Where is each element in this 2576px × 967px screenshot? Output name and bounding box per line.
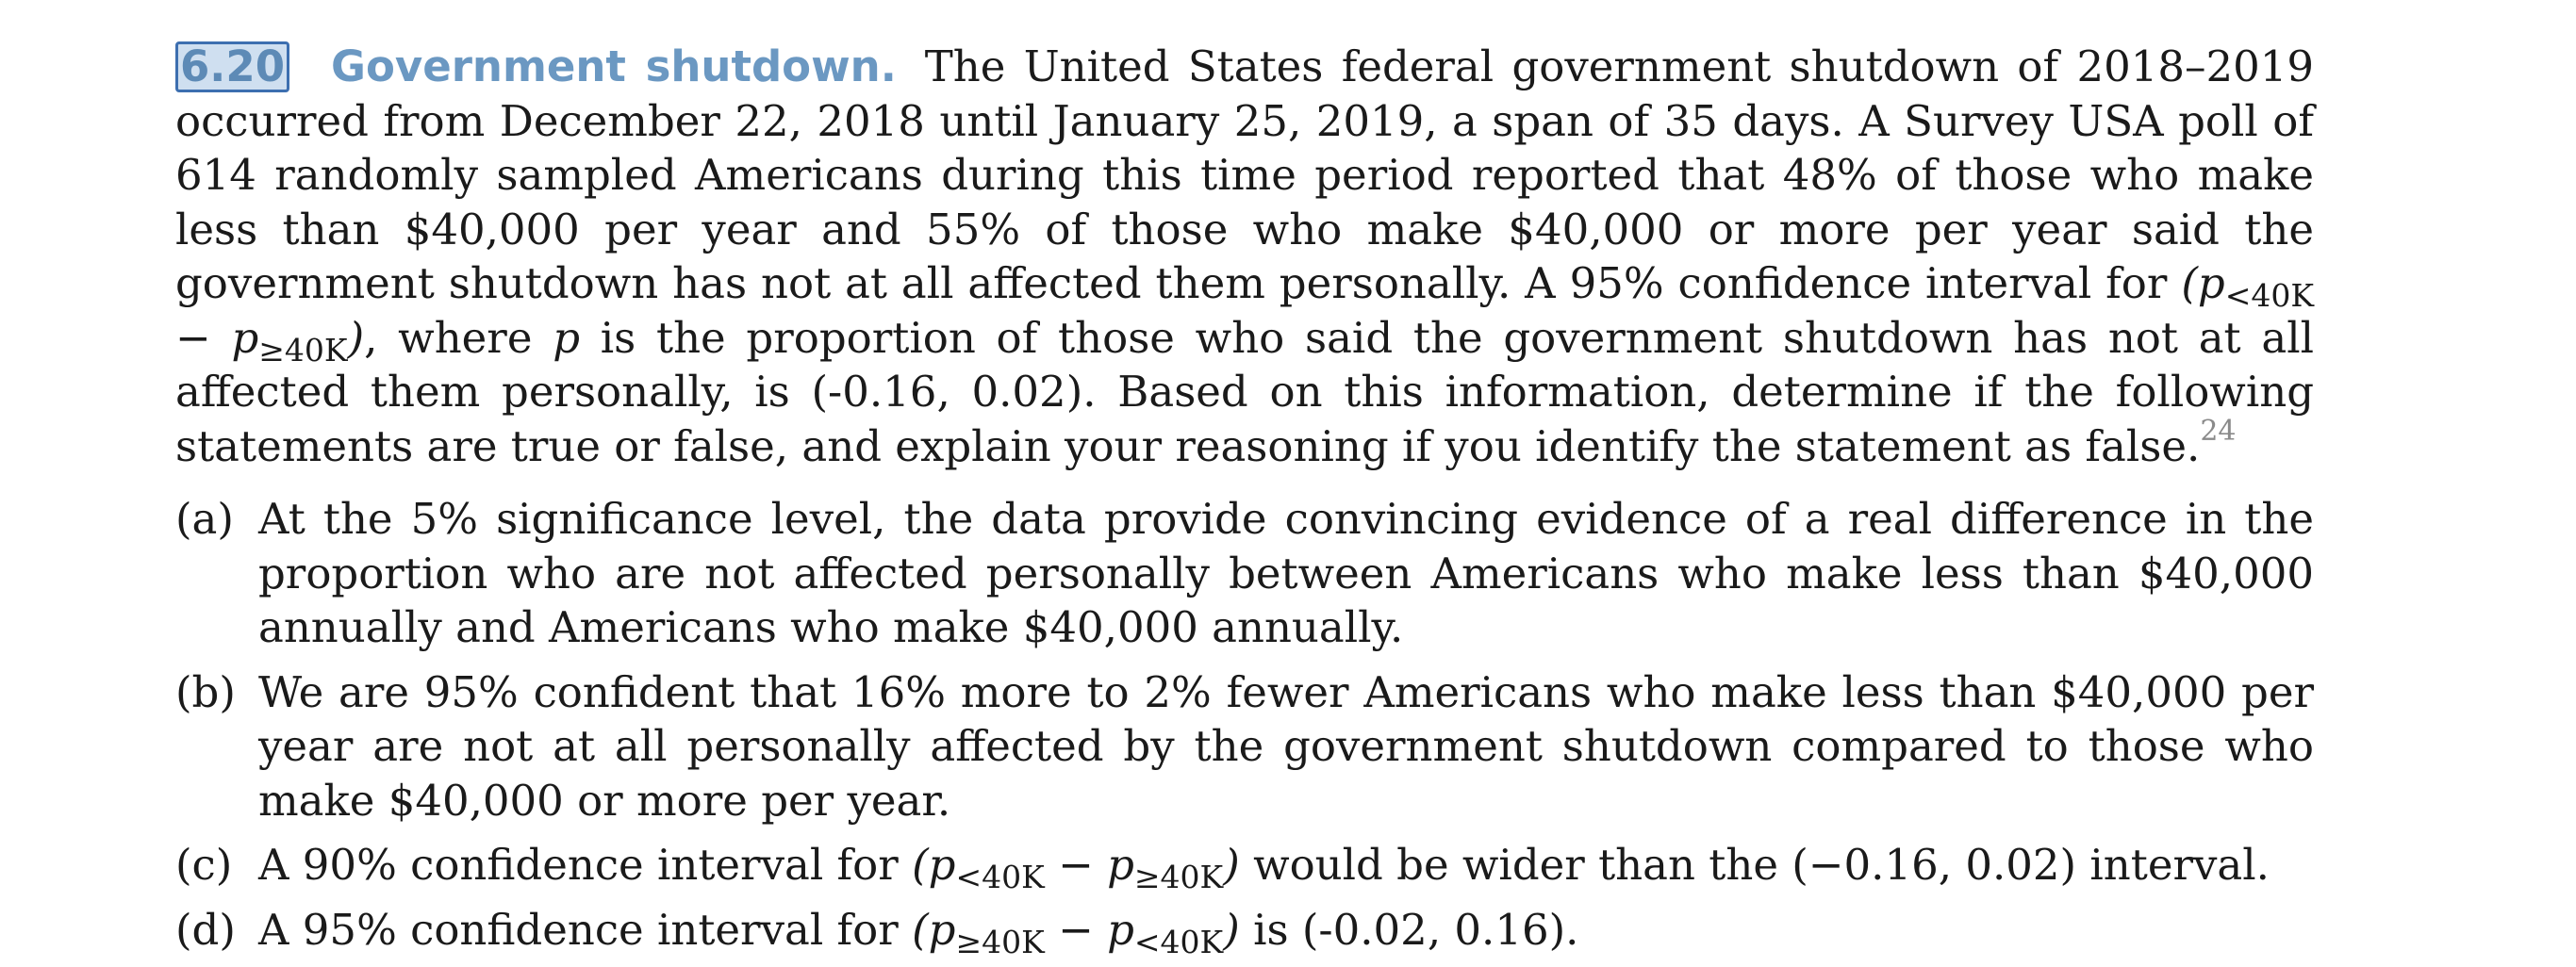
- item-letter: (a): [175, 494, 234, 544]
- footnote-marker[interactable]: 24: [2200, 414, 2237, 448]
- item-letter: (c): [175, 840, 233, 890]
- intro-text-part-3: is the proportion of those who said the government shutdown has not at all affected them personally, is (-0.16, 0.02). Based on this information, determine if the following statements are true or false, and explain your reasoning if you identify the statement as false.: [175, 312, 2314, 471]
- intro-text-part-1: The United States federal government shutdown of 2018–2019 occurred from December 22, 2018 until January 25, 2019, a span of 35 days. A Survey USA poll of 614 randomly sampled Americans during this time period reported that 48% of those who make less than $40,000 per year and 55% of those who make $40,000 or more per year said the government shutdown has not at all affected them personally. A 95% confidence interval for: [175, 41, 2314, 308]
- item-text: A 95% confidence interval for $(p_{\ge 40K} - p_{<40K})$ is (-0.02, 0.16).: [258, 904, 1579, 960]
- math-difference-ge-minus-lt: $(p_{\ge 40K} - p_{<40K})$: [912, 904, 1240, 960]
- item-letter: (b): [175, 666, 236, 717]
- statement-item-c: [175, 838, 2314, 893]
- statement-item-d: [175, 903, 2314, 958]
- math-p-symbol: p: [553, 312, 581, 363]
- statement-item-a: [175, 492, 2314, 655]
- math-difference-lt-minus-ge: $(p_{<40K} - p_{\ge 40K})$: [912, 840, 1240, 895]
- math-difference-lt-minus-ge: $(p_{<40K} - p_{\ge 40K})$: [175, 258, 2314, 369]
- item-letter: (d): [175, 904, 236, 955]
- statement-list: [175, 492, 2314, 960]
- item-text: At the 5% significance level, the data provide convincing evidence of a real difference in the proportion who are not affected personally between Americans who make less than $40,000 annually and Americans who make $40,000 annually.: [258, 494, 2314, 652]
- statement-item-b: [175, 665, 2314, 828]
- exercise-number[interactable]: 6.20: [175, 41, 289, 92]
- exercise-intro: [175, 40, 2314, 473]
- exercise-block: [175, 40, 2314, 967]
- item-text: A 90% confidence interval for $(p_{<40K} - p_{\ge 40K})$ would be wider than the (−0.16, 0.02) interval.: [258, 840, 2270, 895]
- exercise-title: Government shutdown.: [331, 41, 897, 91]
- item-text: We are 95% confident that 16% more to 2% fewer Americans who make less than $40,000 per year are not at all personally affected by the government shutdown compared to those who make $40,000 or more per year.: [258, 666, 2314, 826]
- intro-text-part-2: , where: [364, 312, 553, 363]
